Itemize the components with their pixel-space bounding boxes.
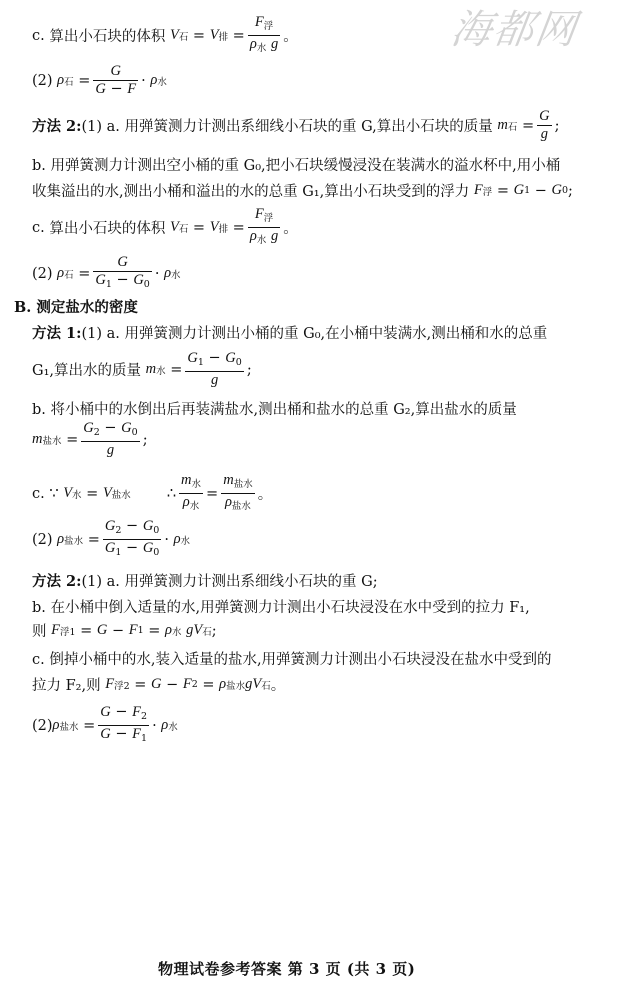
m2-b-text: 收集溢出的水,测出小桶和溢出的水的总重 G₁,算出小石块受到的浮力 [32, 184, 470, 200]
b-m1-step-a-line1 [32, 322, 547, 343]
b-m1-step-a-line2: G₁,算出水的质量 m 水 = $\frac{G_1 - G_0}{g}$ ; [32, 350, 252, 388]
m1-density-formula: (2) ρ 石 = $\frac{G}{G - F}$ · ρ 水 [32, 63, 167, 97]
m2-c-label: c. [32, 219, 45, 236]
b-m1-result-label: (2) [32, 531, 53, 548]
m2-step-a: 方法 2: (1) a. 用弹簧测力计测出系细线小石块的重 G,算出小石块的质量 m 石 = $\frac{G}{g}$ ; [32, 108, 560, 142]
b-m2-a-text: (1) a. 用弹簧测力计测出系细线小石块的重 G; [81, 574, 378, 590]
m2-a-text: (1) a. 用弹簧测力计测出系细线小石块的重 G,算出小石块的质量 [81, 119, 493, 135]
m2-step-b-line1: b. 用弹簧测力计测出空小桶的重 G₀,把小石块缓慢浸没在装满水的溢水杯中,用小桶 [32, 158, 561, 174]
b-m2-result-label: (2) [32, 717, 53, 734]
b-m1-step-b-mass: m 盐水 = $\frac{G_2 - G_0}{g}$ ; [32, 420, 148, 458]
m1-c-label: c. [32, 27, 45, 44]
m1-step-c-volume: c. 算出小石块的体积 V 石 = V 排 = $\frac{F_浮}{\rho_水 g}$ 。 [32, 14, 298, 57]
m2-density-formula: (2) ρ 石 = $\frac{G}{G_1 - G_0}$ · ρ 水 [32, 254, 181, 290]
b-m1-a-line1: (1) a. 用弹簧测力计测出小桶的重 G₀,在小桶中装满水,测出桶和水的总重 [81, 326, 548, 342]
b-m2-step-b-line1: b. 在小桶中倒入适量的水,用弹簧测力计测出小石块浸没在水中受到的拉力 F₁, [32, 600, 530, 616]
b-m1-c-label: c. ∵ [32, 485, 59, 502]
section-b-title: B. 测定盐水的密度 [14, 299, 138, 316]
page-footer: 物理试卷参考答案 第 3 页 (共 3 页) [158, 960, 416, 978]
m1-c-text: 算出小石块的体积 [49, 29, 166, 45]
m2-result-label: (2) [32, 265, 53, 282]
m2-step-c-volume: c. 算出小石块的体积 V 石 = V 排 = $\frac{F_浮}{\rho_水 g}$ 。 [32, 206, 298, 246]
m1-volume-fraction: $\frac{F_浮}{\rho_水 g}$ [249, 14, 279, 54]
b-m2-c-prefix: 拉力 F₂,则 [32, 678, 101, 694]
b-m2-step-b-line2: 则 F 浮1 = G − F 1 = ρ 水 g V 石 ; [32, 622, 217, 640]
m2-heading: 方法 2: [32, 118, 82, 135]
b-m1-step-b-line1: b. 将小桶中的水倒出后再装满盐水,测出桶和盐水的总重 G₂,算出盐水的质量 [32, 402, 517, 418]
b-m2-heading: 方法 2: [32, 573, 82, 590]
b-m1-a-line2: G₁,算出水的质量 [32, 363, 142, 379]
b-m1-heading: 方法 1: [32, 325, 82, 342]
m1-result-label: (2) [32, 72, 53, 89]
b-m2-step-c-line1: c. 倒掉小桶中的水,装入适量的盐水,用弹簧测力计测出小石块浸没在盐水中受到的 [32, 652, 552, 668]
b-m2-b-prefix: 则 [32, 624, 47, 640]
m2-step-b-line2: 收集溢出的水,测出小桶和溢出的水的总重 G₁,算出小石块受到的浮力 F 浮 = G 1 − G 0 ; [32, 182, 573, 200]
b-m2-density-formula: (2) ρ 盐水 = $\frac{G - F_2}{G - F_1}$ · ρ 水 [32, 704, 178, 744]
b-m2-step-c-line2: 拉力 F₂,则 F 浮2 = G − F 2 = ρ 盐水 g V 石 。 [32, 676, 286, 694]
b-m2-step-a [32, 570, 378, 591]
b-m1-step-c: c. ∵ V 水 = V 盐水 ∴ $\frac{m_水}{\rho_水}$ = $\frac{m_{盐水}}{\rho_{盐水}}$ 。 [32, 472, 273, 512]
m2-c-text: 算出小石块的体积 [49, 221, 166, 237]
b-m1-density-formula: (2) ρ 盐水 = $\frac{G_2 - G_0}{G_1 - G_0}$ · ρ 水 [32, 518, 191, 558]
watermark-logo: 海都网 [448, 7, 581, 53]
